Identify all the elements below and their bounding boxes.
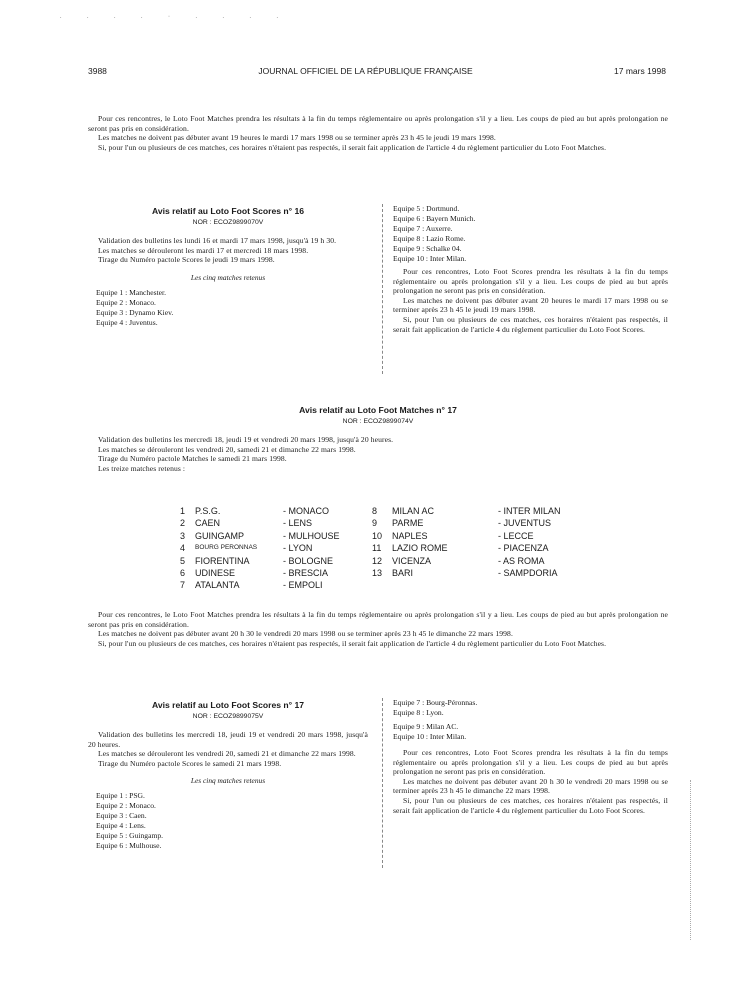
match-number: 7 bbox=[180, 580, 186, 591]
body-paragraph: Pour ces rencontres, le Loto Foot Matches prendra les résultats à la fin du temps réglementaire ou après prolongation s'il y a lieu. Les coups de pied au but après prolongation ne seront pas pris en considération. bbox=[88, 610, 668, 629]
page-number: 3988 bbox=[88, 66, 107, 76]
body-paragraph: Tirage du Numéro pactole Scores le samedi 21 mars 1998. bbox=[98, 758, 282, 768]
matches17-rules bbox=[88, 610, 668, 648]
subheading: Les cinq matches retenus bbox=[190, 776, 266, 786]
team-item: Equipe 6 : Bayern Munich. bbox=[393, 214, 476, 223]
home-team: NAPLES bbox=[392, 530, 428, 541]
home-team: UDINESE bbox=[195, 568, 236, 579]
team-item: Equipe 5 : Dortmund. bbox=[393, 204, 460, 213]
match-number: 6 bbox=[180, 568, 186, 579]
match-nums-left bbox=[180, 505, 185, 592]
match-home-left bbox=[195, 505, 257, 592]
away-team: - JUVENTUS bbox=[498, 518, 552, 529]
body-paragraph: Si, pour l'un ou plusieurs de ces matches, ces horaires n'étaient pas respectés, il serait fait application de l'article 4 du règlement particulier du Loto Foot Scores. bbox=[393, 314, 668, 334]
intro-block bbox=[88, 114, 668, 152]
scores16-right-column bbox=[382, 204, 668, 374]
team-item: Equipe 8 : Lyon. bbox=[393, 708, 444, 717]
scan-specks: . . . . · . . . . bbox=[60, 14, 290, 20]
team-list-right bbox=[393, 204, 668, 264]
team-item: Equipe 3 : Caen. bbox=[96, 811, 147, 821]
home-team: BARI bbox=[392, 568, 414, 579]
matches17-section bbox=[88, 405, 668, 473]
scores16-left-column bbox=[88, 206, 368, 328]
home-team: VICENZA bbox=[392, 555, 432, 566]
team-item: Equipe 7 : Bourg-Péronnas. bbox=[393, 698, 478, 707]
away-team: - AS ROMA bbox=[498, 555, 545, 566]
body-paragraph: Validation des bulletins les mercredi 18, jeudi 19 et vendredi 20 mars 1998, jusqu'à 20 heures. bbox=[98, 435, 394, 444]
body-paragraph: Les treize matches retenus : bbox=[98, 463, 186, 473]
home-team: MILAN AC bbox=[392, 506, 435, 516]
away-team: - EMPOLI bbox=[283, 580, 323, 591]
body-paragraph: Si, pour l'un ou plusieurs de ces matches, ces horaires n'étaient pas respectés, il serait fait application de l'article 4 du règlement particulier du Loto Foot Scores. bbox=[393, 795, 668, 815]
body-paragraph: Pour ces rencontres, Loto Foot Scores prendra les résultats à la fin du temps réglementaire ou après prolongation s'il y a lieu. Les coups de pied au but après prolongation ne seront pas pris en considération. bbox=[393, 748, 668, 777]
section-title: Avis relatif au Loto Foot Matches n° 17 bbox=[299, 405, 457, 415]
team-item: Equipe 1 : PSG. bbox=[96, 791, 145, 801]
section-title: Avis relatif au Loto Foot Scores n° 16 bbox=[151, 206, 305, 216]
team-list-right bbox=[393, 698, 668, 742]
match-number: 4 bbox=[180, 543, 186, 554]
nor-reference: NOR : ECOZ9899074V bbox=[342, 418, 414, 425]
team-item: Equipe 1 : Manchester. bbox=[96, 287, 167, 297]
team-list-left bbox=[88, 288, 368, 328]
home-team: LAZIO ROME bbox=[392, 543, 448, 554]
team-item: Equipe 4 : Juventus. bbox=[96, 317, 158, 327]
away-team: - LYON bbox=[283, 543, 313, 554]
match-number: 3 bbox=[180, 530, 186, 541]
nor-reference: NOR : ECOZ9899075V bbox=[192, 713, 264, 720]
scan-mark bbox=[690, 780, 692, 940]
team-item: Equipe 6 : Mulhouse. bbox=[96, 841, 162, 851]
team-item: Equipe 2 : Monaco. bbox=[96, 297, 156, 307]
home-team: BOURG PERONNAS bbox=[195, 544, 258, 552]
team-list-left bbox=[88, 791, 368, 851]
team-item: Equipe 3 : Dynamo Kiev. bbox=[96, 307, 174, 317]
away-team: - SAMPDORIA bbox=[498, 568, 558, 579]
match-number: 5 bbox=[180, 555, 186, 566]
match-number: 9 bbox=[372, 518, 378, 529]
match-number: 12 bbox=[372, 555, 383, 566]
body-paragraph: Les matches se dérouleront les vendredi 20, samedi 21 et dimanche 22 mars 1998. bbox=[98, 749, 356, 759]
page-date: 17 mars 1998 bbox=[614, 66, 666, 76]
body-paragraph: Tirage du Numéro pactole Matches le samedi 21 mars 1998. bbox=[98, 454, 287, 464]
intro-paragraph: Pour ces rencontres, le Loto Foot Matches prendra les résultats à la fin du temps réglementaire ou après prolongation s'il y a lieu. Les coups de pied au but après prolongation ne seront pas pris en considération. bbox=[88, 114, 668, 133]
intro-paragraph: Les matches ne doivent pas débuter avant 19 heures le mardi 17 mars 1998 ou se terminer après 23 h 45 le jeudi 19 mars 1998. bbox=[98, 133, 496, 143]
match-number: 1 bbox=[180, 506, 186, 516]
body-paragraph: Les matches ne doivent pas débuter avant 20 h 30 le vendredi 20 mars 1998 ou se terminer après 23 h 45 le dimanche 22 mars 1998. bbox=[393, 776, 668, 796]
team-item: Equipe 9 : Schalke 04. bbox=[393, 244, 462, 253]
home-team: PARME bbox=[392, 518, 424, 529]
match-nums-right bbox=[372, 505, 382, 579]
team-item: Equipe 2 : Monaco. bbox=[96, 801, 156, 811]
home-team: CAEN bbox=[195, 518, 221, 529]
journal-title: JOURNAL OFFICIEL DE LA RÉPUBLIQUE FRANÇAISE bbox=[258, 66, 473, 76]
body-paragraph: Les matches se dérouleront les mardi 17 et mercredi 18 mars 1998. bbox=[98, 245, 309, 255]
match-number: 11 bbox=[372, 543, 382, 554]
home-team: FIORENTINA bbox=[195, 555, 250, 566]
body-paragraph: Tirage du Numéro pactole Scores le jeudi 19 mars 1998. bbox=[98, 255, 275, 265]
team-item: Equipe 10 : Inter Milan. bbox=[393, 254, 467, 263]
body-paragraph: Validation des bulletins les mercredi 18, jeudi 19 et vendredi 20 mars 1998, jusqu'à 20 heures. bbox=[88, 730, 368, 749]
body-paragraph: Les matches ne doivent pas débuter avant 20 heures le mardi 17 mars 1998 ou se terminer après 23 h 45 le jeudi 19 mars 1998. bbox=[393, 295, 668, 315]
body-paragraph: Si, pour l'un ou plusieurs de ces matches, ces horaires n'étaient pas respectés, il serait fait application de l'article 4 du règlement particulier du Loto Foot Matches. bbox=[98, 638, 607, 648]
subheading: Les cinq matches retenus bbox=[190, 272, 266, 282]
away-team: - LENS bbox=[283, 518, 313, 529]
match-number: 2 bbox=[180, 518, 186, 529]
matches-table bbox=[180, 505, 600, 595]
nor-reference: NOR : ECOZ9899070V bbox=[192, 219, 264, 226]
scores17-right-column bbox=[382, 698, 668, 868]
away-team: - MONACO bbox=[283, 506, 329, 516]
match-number: 10 bbox=[372, 530, 383, 541]
team-item: Equipe 10 : Inter Milan. bbox=[393, 732, 467, 741]
match-home-right bbox=[392, 505, 448, 579]
body-paragraph: Pour ces rencontres, Loto Foot Scores prendra les résultats à la fin du temps réglementaire ou après prolongation s'il y a lieu. Les coups de pied au but après prolongation ne seront pas pris en considération. bbox=[393, 267, 668, 296]
match-away-left bbox=[283, 505, 340, 592]
away-team: - BRESCIA bbox=[283, 568, 329, 579]
away-team: - LECCE bbox=[498, 530, 534, 541]
away-team: - PIACENZA bbox=[498, 543, 549, 554]
home-team: ATALANTA bbox=[195, 580, 240, 591]
team-item: Equipe 9 : Milan AC. bbox=[393, 722, 459, 731]
intro-paragraph: Si, pour l'un ou plusieurs de ces matches, ces horaires n'étaient pas respectés, il serait fait application de l'article 4 du règlement particulier du Loto Foot Matches. bbox=[98, 142, 607, 152]
away-team: - BOLOGNE bbox=[283, 555, 334, 566]
team-item: Equipe 4 : Lens. bbox=[96, 821, 146, 831]
match-away-right bbox=[498, 505, 561, 579]
home-team: P.S.G. bbox=[195, 506, 221, 516]
body-paragraph: Les matches ne doivent pas débuter avant 20 h 30 le vendredi 20 mars 1998 ou se terminer après 23 h 45 le dimanche 22 mars 1998. bbox=[98, 629, 513, 639]
section-title: Avis relatif au Loto Foot Scores n° 17 bbox=[151, 700, 305, 710]
match-number: 8 bbox=[372, 506, 378, 516]
body-paragraph: Les matches se dérouleront les vendredi 20, samedi 21 et dimanche 22 mars 1998. bbox=[98, 444, 356, 454]
away-team: - INTER MILAN bbox=[498, 506, 561, 516]
scores17-left-column bbox=[88, 700, 368, 851]
team-item: Equipe 5 : Guingamp. bbox=[96, 831, 164, 841]
match-number: 13 bbox=[372, 568, 383, 579]
team-item: Equipe 8 : Lazio Rome. bbox=[393, 234, 466, 243]
team-item: Equipe 7 : Auxerre. bbox=[393, 224, 453, 233]
away-team: - MULHOUSE bbox=[283, 530, 340, 541]
home-team: GUINGAMP bbox=[195, 530, 245, 541]
body-paragraph: Validation des bulletins les lundi 16 et mardi 17 mars 1998, jusqu'à 19 h 30. bbox=[98, 236, 337, 245]
